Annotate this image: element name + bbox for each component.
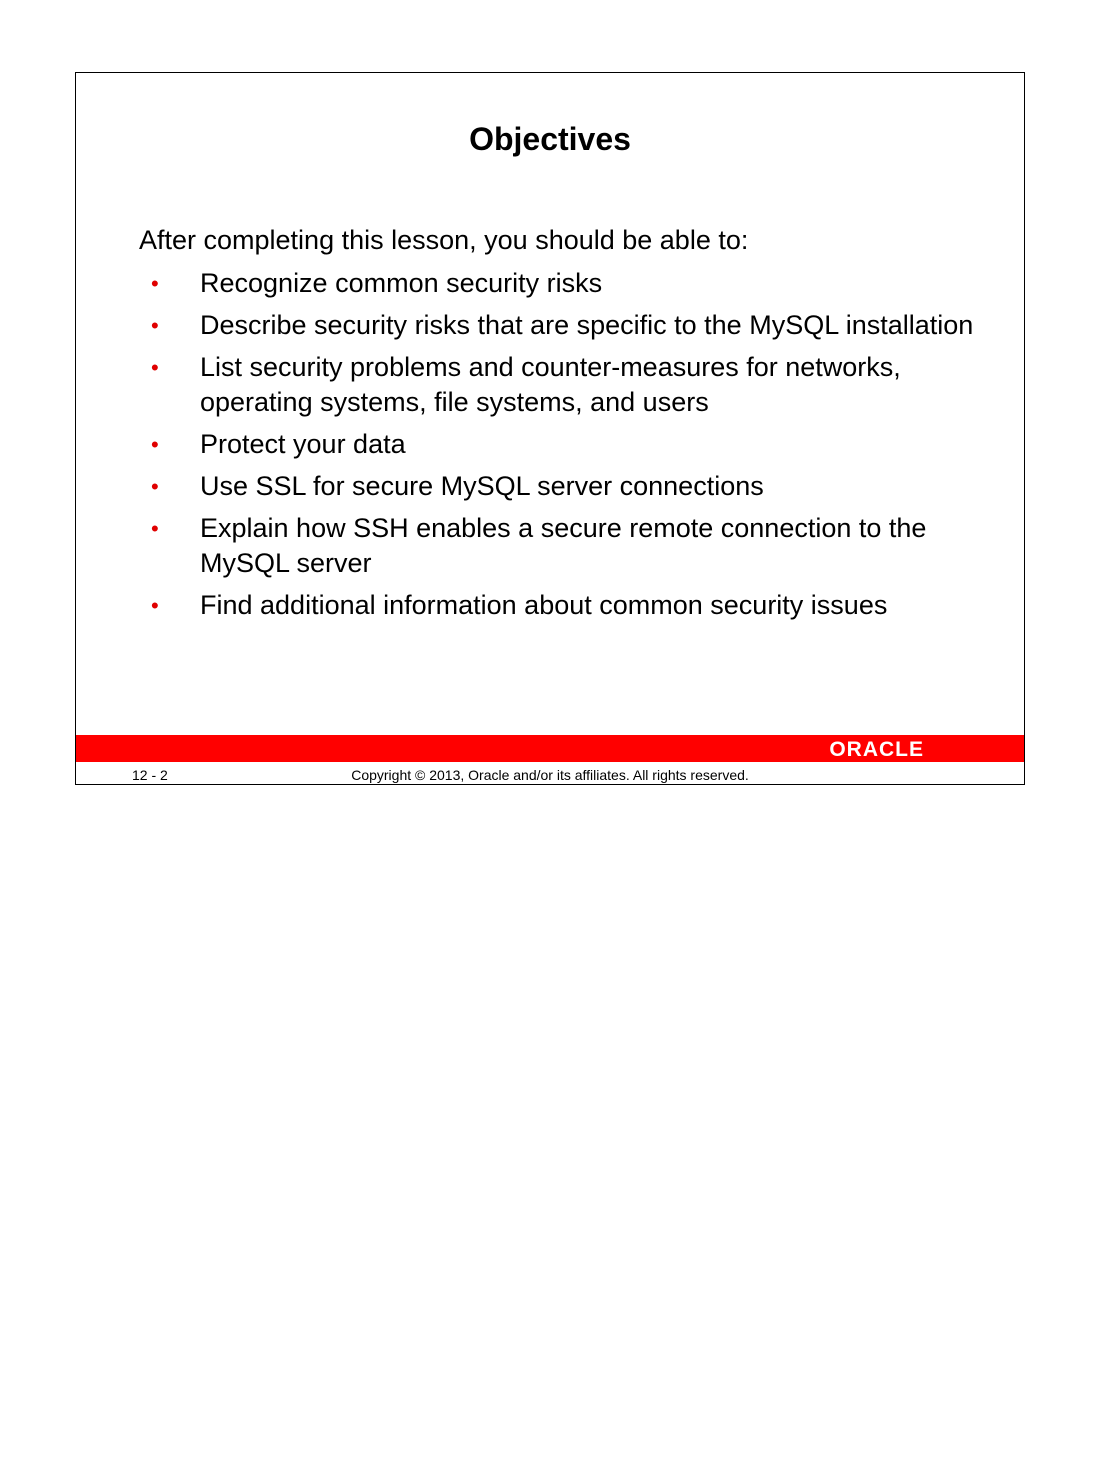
page-number: 12 - 2	[132, 767, 168, 783]
objective-text: Recognize common security risks	[200, 268, 603, 298]
bullet-icon: •	[151, 593, 159, 618]
bullet-icon: •	[151, 516, 159, 541]
copyright-text: Copyright © 2013, Oracle and/or its affiliates. All rights reserved.	[351, 767, 749, 783]
objective-text: Find additional information about common security issues	[200, 590, 888, 620]
bullet-icon: •	[151, 432, 159, 457]
objective-item	[139, 588, 989, 623]
objective-text: Describe security risks that are specific to the MySQL installation	[200, 310, 974, 340]
bullet-icon: •	[151, 355, 159, 380]
objective-item	[139, 427, 989, 462]
objective-text: Explain how SSH enables a secure remote connection to the MySQL server	[200, 513, 927, 578]
objectives-list	[139, 266, 989, 630]
objective-item	[139, 511, 989, 581]
objective-item	[139, 469, 989, 504]
objective-text: Use SSL for secure MySQL server connections	[200, 471, 764, 501]
slide-title: Objectives	[469, 121, 631, 157]
objective-text: List security problems and counter-measures for networks, operating systems, file systems, and users	[200, 352, 901, 417]
footer-bar	[76, 735, 1024, 762]
intro-text: After completing this lesson, you should be able to:	[139, 225, 749, 255]
bullet-icon: •	[151, 474, 159, 499]
slide	[75, 72, 1025, 785]
oracle-logo: ORACLE	[829, 738, 924, 761]
objective-text: Protect your data	[200, 429, 406, 459]
bullet-icon: •	[151, 313, 159, 338]
objective-item	[139, 350, 989, 420]
bullet-icon: •	[151, 271, 159, 296]
objective-item	[139, 308, 989, 343]
objective-item	[139, 266, 989, 301]
